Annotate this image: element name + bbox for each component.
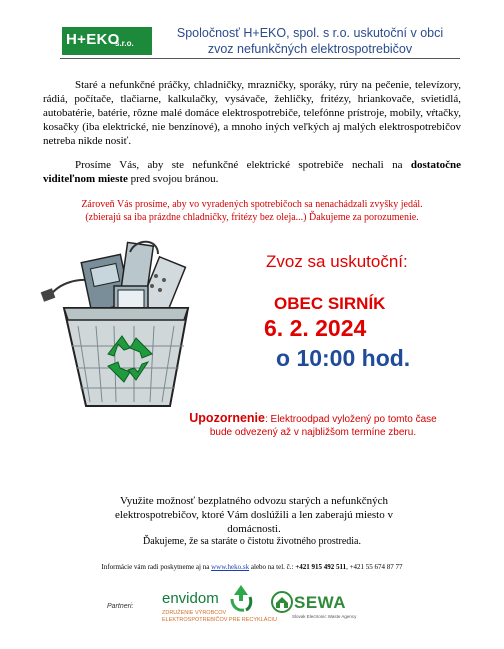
warning-text-line1: : Elektroodpad vyložený po tomto čase bbox=[264, 414, 437, 425]
appliance-list-text: Staré a nefunkčné práčky, chladničky, mrazničky, sporáky, rúry na pečenie, televízory, rádiá, počítače, tlačiarne, kalkulačky, vysávače, žehličky, fritézy, hriankovače, svietidlá, autobatérie, batérie, rôzne malé domáce elektrospotrebiče, telefónne prístroje, mobily, vŕtačky, kosačky (iba elektrické, nie benzínové), a mnoho iných veľkých aj malých elektrospotrebičov netreba nikde nosiť. bbox=[43, 79, 461, 147]
sewa-logo-text: SEWA bbox=[294, 593, 347, 612]
website-link[interactable]: www.heko.sk bbox=[211, 563, 250, 571]
placement-text-start: Prosíme Vás, aby ste nefunkčné elektrické spotrebiče nechali na bbox=[75, 159, 411, 171]
free-pickup-paragraph: Využite možnosť bezplatného odvozu starých a nefunkčných elektrospotrebičov, ktoré Vám doslúžili a len zaberajú miesto v domácnosti. bbox=[115, 495, 393, 535]
sewa-subtitle: Slovak Electronic Waste Agency bbox=[292, 614, 357, 619]
municipality-name: OBEC SIRNÍK bbox=[274, 294, 386, 313]
partners-label: Partneri: bbox=[107, 603, 134, 610]
envidom-recycle-icon bbox=[228, 583, 254, 613]
phone-number-secondary: , +421 55 674 87 77 bbox=[346, 563, 403, 571]
pickup-label: Zvoz sa uskutoční: bbox=[266, 252, 408, 271]
contact-info-prefix: Informácie vám radi poskytneme aj na bbox=[101, 563, 212, 571]
appliance-list-paragraph bbox=[43, 78, 461, 148]
header-title-line2: zvoz nefunkčných elektrospotrebičov bbox=[207, 42, 413, 56]
sewa-house-icon bbox=[271, 591, 293, 613]
food-remains-note bbox=[60, 198, 444, 224]
header-title-line1: Spoločnosť H+EKO, spol. s r.o. uskutoční v obci bbox=[176, 26, 444, 40]
envidom-logo-text: envidom bbox=[162, 590, 219, 607]
food-remains-note-line1: Zároveň Vás prosíme, aby vo vyradených spotrebičoch sa nenachádzali zvyšky jedál. bbox=[81, 199, 423, 210]
placement-text-end: pred svojou bránou. bbox=[127, 173, 219, 185]
warning-text-line2: bude odvezený až v najbližšom termíne zberu. bbox=[209, 427, 417, 438]
warning-label: Upozornenie bbox=[189, 411, 265, 425]
envidom-subtitle-line1: ZDRUŽENIE VÝROBCOV bbox=[162, 610, 227, 616]
header-divider bbox=[60, 58, 460, 59]
pickup-date: 6. 2. 2024 bbox=[264, 315, 367, 341]
phone-number-primary: +421 915 492 511 bbox=[295, 563, 347, 571]
header-title bbox=[160, 25, 460, 57]
recycling-bin-illustration bbox=[38, 236, 224, 414]
heko-logo-text: H+EKO bbox=[66, 31, 120, 48]
contact-info bbox=[0, 563, 504, 571]
heko-logo-subtext: s.r.o. bbox=[115, 39, 134, 48]
placement-paragraph bbox=[43, 158, 461, 186]
placement-text-bold: dostatočne viditeľnom mieste bbox=[43, 159, 461, 185]
envidom-subtitle bbox=[162, 610, 277, 624]
envidom-subtitle-line2: ELEKTROSPOTREBIČOV PRE RECYKLÁCIU bbox=[162, 617, 277, 623]
contact-info-middle: alebo na tel. č.: bbox=[249, 563, 296, 571]
thanks-line: Ďakujeme, že sa staráte o čistotu životného prostredia. bbox=[143, 536, 361, 547]
warning-note bbox=[180, 412, 446, 439]
food-remains-note-line2: (zbierajú sa iba prázdne chladničky, fritézy bez oleja...) Ďakujeme za porozumenie. bbox=[85, 212, 419, 223]
pickup-time: o 10:00 hod. bbox=[276, 345, 411, 371]
